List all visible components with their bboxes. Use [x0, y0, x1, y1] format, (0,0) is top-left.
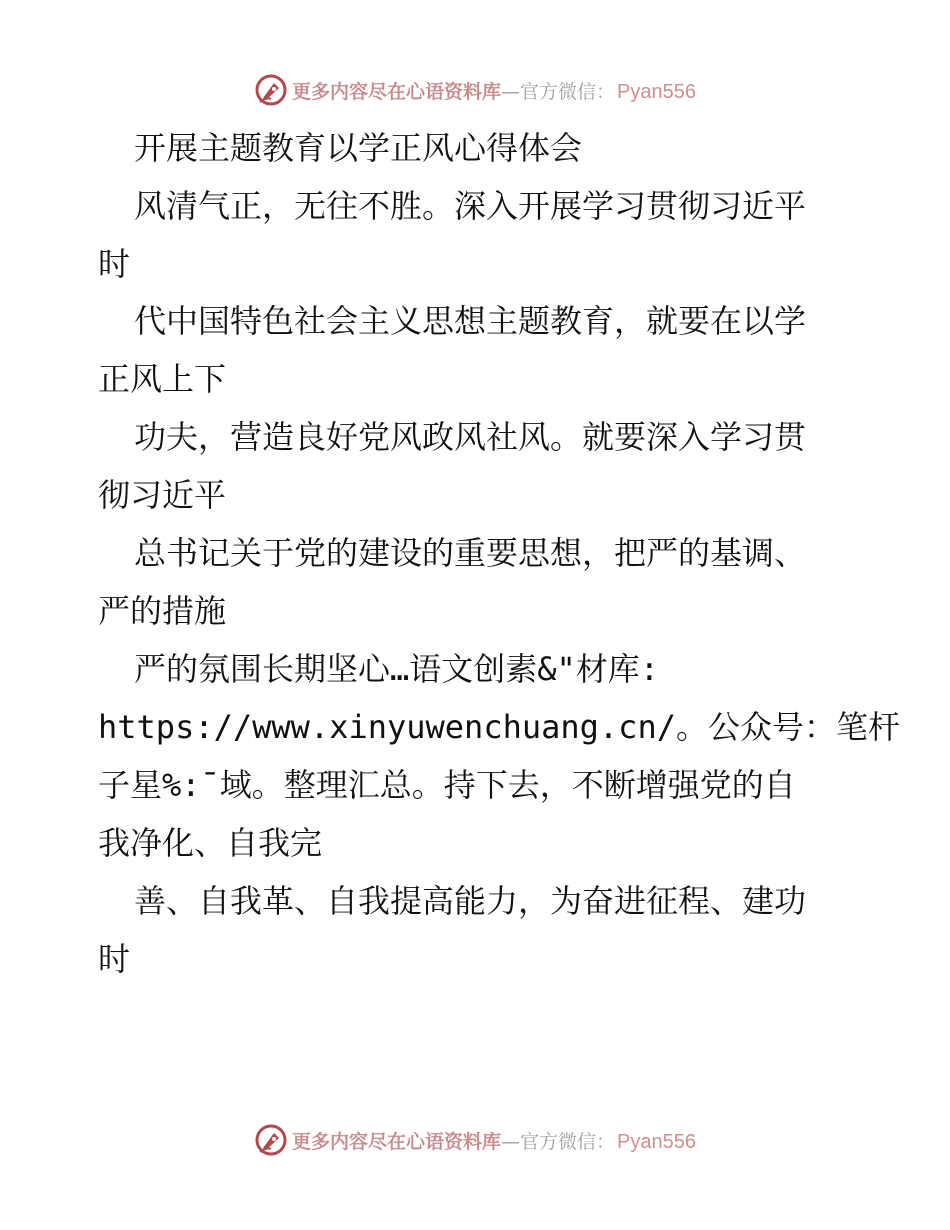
watermark-wechat-id: Pyan556: [617, 1130, 696, 1153]
paragraph-line: 功夫，营造良好党风政风社风。就要深入学习贯: [134, 418, 807, 456]
watermark-main: 更多内容尽在心语资料库: [292, 1130, 502, 1153]
paragraph-line: 时: [98, 245, 131, 283]
paragraph-line: 严的措施: [98, 592, 227, 630]
paragraph-line: 风清气正，无往不胜。深入开展学习贯彻习近平: [134, 187, 807, 225]
paragraph-line: 总书记关于党的建设的重要思想，把严的基调、: [134, 534, 807, 572]
footer-watermark: [0, 1118, 950, 1162]
watermark-wechat-label: 官方微信：: [520, 1130, 616, 1153]
paragraph-line: 我净化、自我完: [98, 824, 323, 862]
document-title: 开展主题教育以学正风心得体会: [134, 129, 583, 167]
paragraph-line: 代中国特色社会主义思想主题教育，就要在以学: [134, 302, 807, 340]
pen-nib-logo-icon: [254, 1123, 288, 1157]
paragraph-line: 彻习近平: [98, 476, 227, 514]
paragraph-line: 严的氛围长期坚心…语文创素&"材库:: [134, 650, 660, 688]
paragraph-line: 时: [98, 940, 131, 978]
watermark-separator: —: [501, 1130, 521, 1153]
paragraph-line: 子星%:¯域。整理汇总。持下去，不断增强党的自: [98, 766, 796, 804]
paragraph-line: 正风上下: [98, 360, 227, 398]
paragraph-line: https://www.xinyuwenchuang.cn/。公众号：笔杆: [98, 708, 900, 746]
watermark-wechat-label: 官方微信：: [520, 80, 616, 103]
watermark-separator: —: [501, 80, 521, 103]
watermark-text: [292, 1127, 696, 1154]
watermark-wechat-id: Pyan556: [617, 80, 696, 103]
watermark-main: 更多内容尽在心语资料库: [292, 80, 502, 103]
paragraph-line: 善、自我革、自我提高能力，为奋进征程、建功: [134, 882, 807, 920]
